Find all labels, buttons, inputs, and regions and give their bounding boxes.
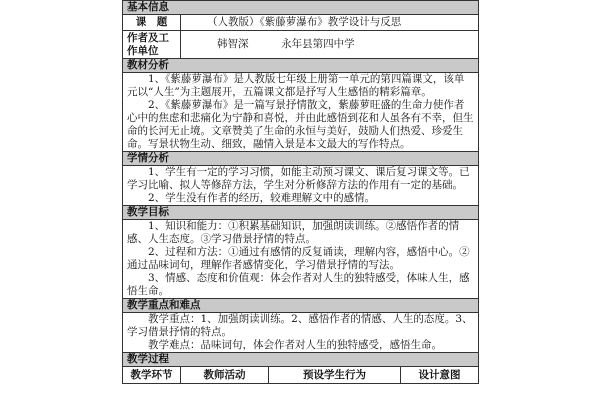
goal-paragraph: 2、过程和方法：①通过有感情的反复诵读，理解内容，感悟中心。②通过品味词句，理解作者感情变化，学习借景抒情的写法。 (127, 246, 470, 271)
basic-info-heading: 基本信息 (123, 1, 479, 15)
key-point-paragraph: 教学难点：品味词句，体会作者对人生的独特感受，感悟生命。 (148, 339, 442, 351)
author-cell (181, 31, 479, 59)
goal-paragraph: 3、情感、态度和价值观：体会作者对人生的独特感受，体味人生，感悟生命。 (127, 272, 470, 297)
lesson-plan-table (122, 0, 479, 384)
process-heading: 教学过程 (123, 353, 479, 367)
student-analysis-heading: 学情分析 (123, 152, 479, 166)
process-column-header: 预设学生行为 (269, 367, 401, 384)
material-paragraph: 1、《紫藤萝瀑布》是人教版七年级上册第一单元的第四篇课文，该单元以“人生”为主题展开，五篇课文都是抒写人生感悟的精彩篇章。 (127, 73, 465, 98)
key-point-paragraph: 教学重点：1、加强朗读训练。2、感悟作者的情感、人生的态度。3、学习借景抒情的特点。 (127, 313, 473, 338)
topic-label: 课 题 (123, 15, 181, 31)
author-label: 作者及工作单位 (123, 31, 181, 59)
goal-paragraph: 1、知识和能力：①积累基础知识，加强朗读训练。②感悟作者的情感、人生态度。③学习借景抒情的特点。 (127, 220, 460, 245)
material-analysis-body (123, 73, 479, 152)
student-paragraph: 1、学生有一定的学习习惯，如能主动预习课文、课后复习课文等。已学习比喻、拟人等修辞方法，学生对分析修辞方法的作用有一定的基础。 (127, 166, 470, 191)
goals-heading: 教学目标 (123, 206, 479, 220)
student-paragraph: 2、学生没有作者的经历，较难理解文中的感情。 (148, 192, 376, 204)
student-analysis-body (123, 166, 479, 206)
goals-body (123, 220, 479, 299)
key-points-body (123, 313, 479, 353)
process-column-header: 教学环节 (123, 367, 181, 384)
author-unit: 永年县第四中学 (281, 38, 355, 50)
key-points-heading: 教学重点和难点 (123, 299, 479, 313)
author-name: 韩智深 (217, 38, 249, 50)
topic-value: （人教版）《紫藤萝瀑布》教学设计与反思 (181, 15, 479, 31)
lesson-plan-document (122, 0, 478, 400)
material-analysis-heading: 教材分析 (123, 59, 479, 73)
material-paragraph: 2、《紫藤萝瀑布》是一篇写景抒情散文，紫藤萝旺盛的生命力使作者心中的焦虑和悲痛化为宁静和喜悦，并由此感悟到花和人虽各有不幸，但生命的长河无止境。文章赞美了生命的永恒与美好，鼓励人们热爱、珍爱生命。写景状物生动、细致，融情入景是本文最大的写作特点。 (127, 99, 474, 150)
process-column-header: 设计意图 (401, 367, 479, 384)
process-column-header: 教师活动 (181, 367, 269, 384)
